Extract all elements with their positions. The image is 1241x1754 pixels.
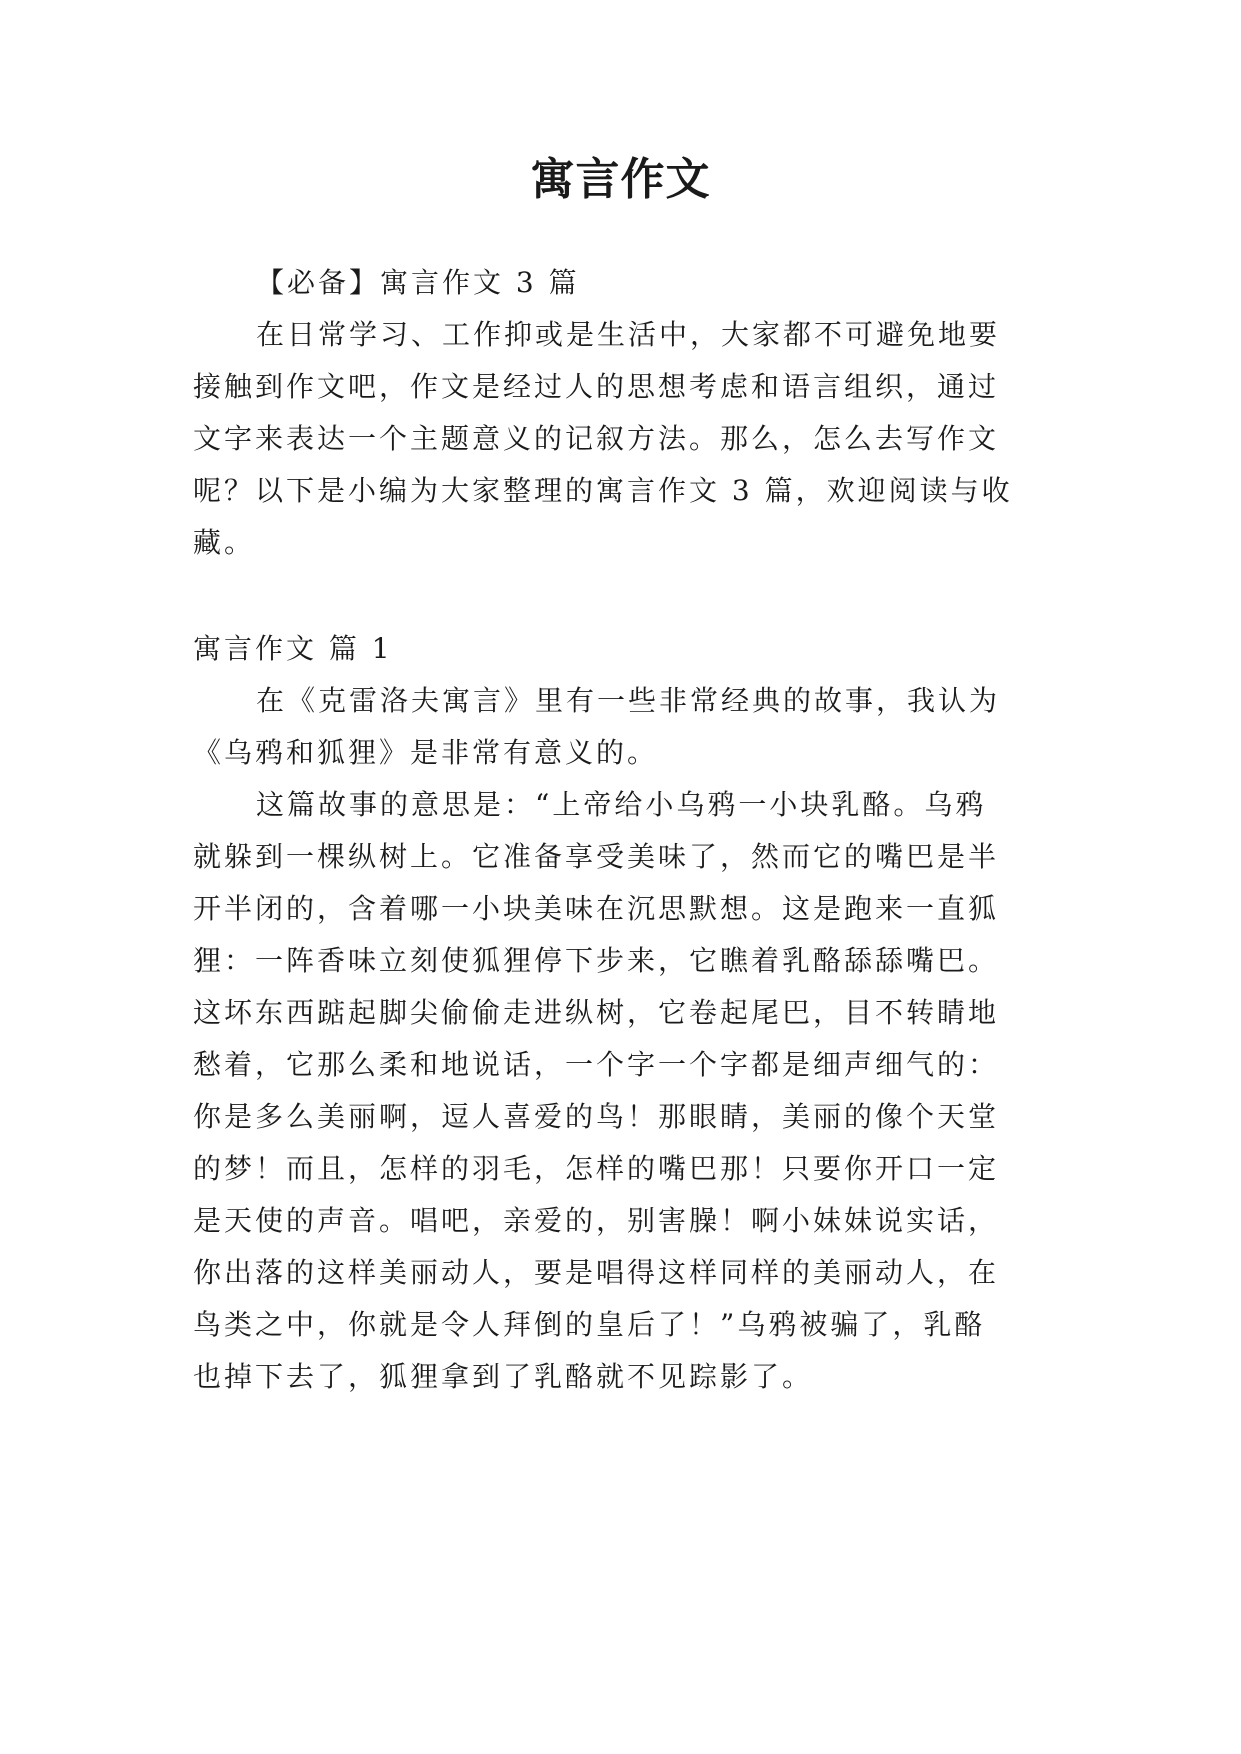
intro-line: 藏。 [193,526,256,559]
intro-line: 在日常学习、工作抑或是生活中，大家都不可避免地要 [256,318,1001,351]
paragraph-line: 狸：一阵香味立刻使狐狸停下步来，它瞧着乳酪舔舔嘴巴。 [193,944,1000,977]
paragraph-line: 愁着，它那么柔和地说话，一个字一个字都是细声细气的： [193,1048,1000,1081]
paragraph-line: 《乌鸦和狐狸》是非常有意义的。 [193,736,659,769]
section-heading: 寓言作文 篇 1 [193,632,393,665]
paragraph-line: 鸟类之中，你就是令人拜倒的皇后了！”乌鸦被骗了，乳酪 [193,1308,986,1341]
document-subtitle: 【必备】寓言作文 3 篇 [256,266,580,299]
paragraph-line: 开半闭的，含着哪一小块美味在沉思默想。这是跑来一直狐 [193,892,1000,925]
paragraph-line: 你出落的这样美丽动人，要是唱得这样同样的美丽动人，在 [193,1256,1000,1289]
intro-line: 呢？以下是小编为大家整理的寓言作文 3 篇，欢迎阅读与收 [193,474,1013,507]
paragraph-line: 就躲到一棵纵树上。它准备享受美味了，然而它的嘴巴是半 [193,840,1000,873]
paragraph-line: 在《克雷洛夫寓言》里有一些非常经典的故事，我认为 [256,684,1001,717]
paragraph-line: 这篇故事的意思是：“上帝给小乌鸦一小块乳酪。乌鸦 [256,788,987,821]
document-title: 寓言作文 [530,154,711,205]
paragraph-line: 这坏东西踮起脚尖偷偷走进纵树，它卷起尾巴，目不转睛地 [193,996,1000,1029]
intro-line: 文字来表达一个主题意义的记叙方法。那么，怎么去写作文 [193,422,1000,455]
paragraph-line: 你是多么美丽啊，逗人喜爱的鸟！那眼睛，美丽的像个天堂 [193,1100,1000,1133]
paragraph-line: 的梦！而且，怎样的羽毛，怎样的嘴巴那！只要你开口一定 [193,1152,1000,1185]
intro-line: 接触到作文吧，作文是经过人的思想考虑和语言组织，通过 [193,370,1000,403]
paragraph-line: 是天使的声音。唱吧，亲爱的，别害臊！啊小妹妹说实话， [193,1204,1000,1237]
paragraph-line: 也掉下去了，狐狸拿到了乳酪就不见踪影了。 [193,1360,814,1393]
